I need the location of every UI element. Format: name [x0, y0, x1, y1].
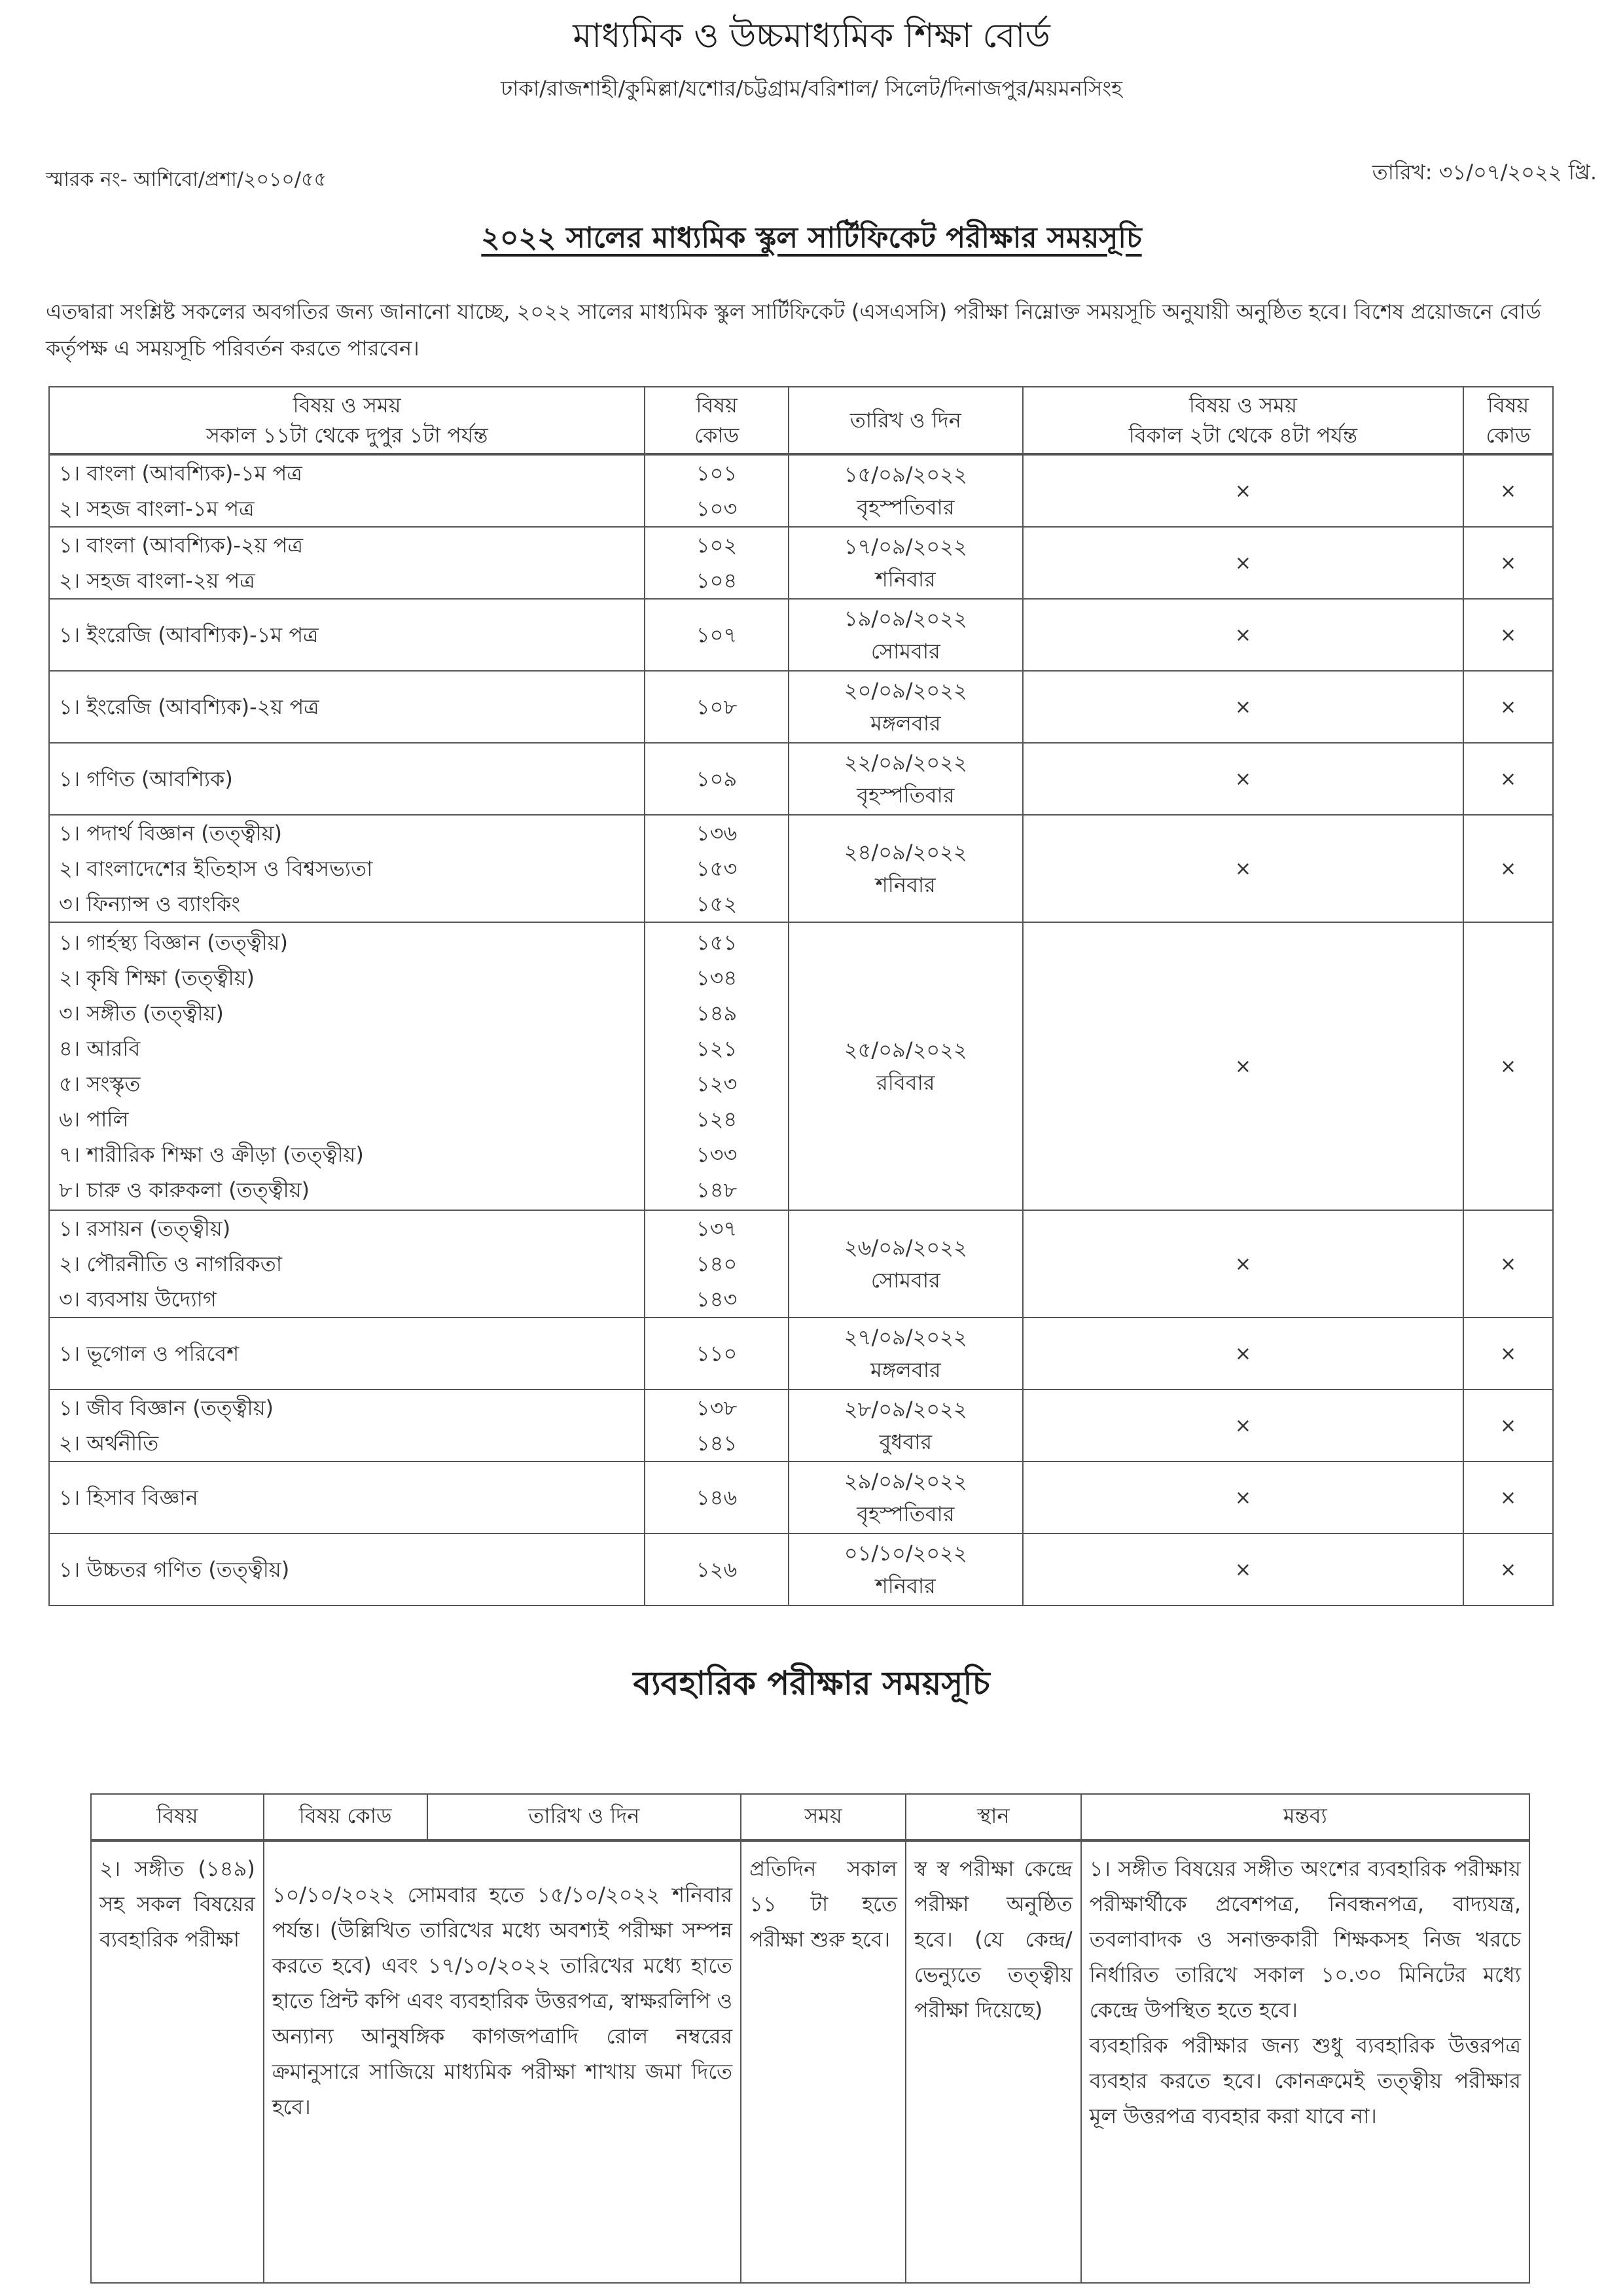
practical-date-text-content: ১০/১০/২০২২ সোমবার হতে ১৫/১০/২০২২ শনিবার পর্যন্ত। (উল্লিখিত তারিখের মধ্যে অবশ্যই পরীক্ষা সম্পন্ন করতে হবে) এবং ১৭/১০/২০২২ তারিখের মধ্যে হাতে হাতে প্রিন্ট কপি এবং ব্যবহারিক উত্তরপত্র, স্বাক্ষরলিপি ও অন্যান্য আনুষঙ্গিক কাগজপত্রাদি রোল নম্বরের ক্রমানুসারে সাজিয়ে মাধ্যমিক পরীক্ষা শাখায় জমা দিতে হবে।	[272, 1882, 733, 2119]
schedule-subjects	[49, 1390, 645, 1462]
subject-name: ৫। সংস্কৃত	[59, 1071, 141, 1096]
afternoon-subject-none: ×	[1023, 527, 1463, 599]
exam-date: ২৪/০৯/২০২২	[844, 840, 967, 865]
schedule-row	[49, 743, 1553, 815]
schedule-row	[49, 671, 1553, 743]
document-title-text: ২০২২ সালের মাধ্যমিক স্কুল সার্টিফিকেট পরীক্ষার সময়সূচি	[481, 221, 1142, 255]
afternoon-code-none: ×	[1463, 743, 1553, 815]
schedule-codes	[645, 527, 789, 599]
subject-code: ১২৬	[696, 1557, 738, 1582]
subject-name: ১। বাংলা (আবশ্যিক)-১ম পত্র	[59, 461, 302, 486]
practical-date-text	[264, 1840, 741, 2283]
schedule-row	[49, 1462, 1553, 1534]
schedule-subjects	[49, 1210, 645, 1318]
subject-code: ১০২	[696, 533, 738, 558]
exam-schedule-table	[48, 386, 1554, 1606]
subject-code: ১৩৩	[696, 1142, 738, 1167]
schedule-row	[49, 1390, 1553, 1462]
exam-day: শনিবার	[875, 872, 936, 897]
header-code-line-1: বিষয়	[696, 393, 738, 418]
schedule-subjects	[49, 815, 645, 922]
schedule-date-day	[789, 922, 1023, 1210]
subject-code: ১০১	[696, 461, 738, 486]
subject-code: ১০৩	[696, 496, 738, 521]
document-title	[0, 216, 1623, 264]
schedule-row	[49, 1534, 1553, 1605]
schedule-row	[49, 815, 1553, 922]
header-practical-date: তারিখ ও দিন	[427, 1794, 741, 1840]
subject-code: ১৫৩	[696, 856, 738, 881]
schedule-codes	[645, 1390, 789, 1462]
afternoon-code-none: ×	[1463, 454, 1553, 527]
practical-time: প্রতিদিন সকাল ১১ টা হতে পরীক্ষা শুরু হবে।	[741, 1840, 906, 2283]
subject-code: ১৩৭	[696, 1216, 738, 1241]
schedule-codes	[645, 815, 789, 922]
exam-day: শনিবার	[875, 567, 936, 592]
board-name: মাধ্যমিক ও উচ্চমাধ্যমিক শিক্ষা বোর্ড	[573, 16, 1050, 56]
subject-code: ১৪১	[696, 1431, 738, 1456]
header-afternoon-subject-label: বিষয় ও সময়	[1188, 393, 1297, 418]
afternoon-subject-none: ×	[1023, 1210, 1463, 1318]
schedule-date-day	[789, 815, 1023, 922]
afternoon-subject-none: ×	[1023, 1390, 1463, 1462]
schedule-row	[49, 527, 1553, 599]
subject-name: ১। জীব বিজ্ঞান (তত্ত্বীয়)	[59, 1395, 274, 1420]
subject-name: ৭। শারীরিক শিক্ষা ও ক্রীড়া (তত্ত্বীয়)	[59, 1142, 364, 1167]
subject-name: ১। রসায়ন (তত্ত্বীয়)	[59, 1216, 231, 1241]
subject-code: ১২৪	[696, 1107, 738, 1132]
afternoon-subject-none: ×	[1023, 1318, 1463, 1390]
afternoon-code-none: ×	[1463, 599, 1553, 671]
header-date-day: তারিখ ও দিন	[789, 387, 1023, 454]
afternoon-subject-none: ×	[1023, 815, 1463, 922]
afternoon-code-none: ×	[1463, 1318, 1553, 1390]
exam-day: বুধবার	[879, 1429, 933, 1454]
practical-venue: স্ব স্ব পরীক্ষা কেন্দ্রে পরীক্ষা অনুষ্ঠিত হবে। (যে কেন্দ্র/ ভেন্যুতে তত্ত্বীয় পরীক্ষা দিয়েছে)	[906, 1840, 1081, 2283]
subject-code: ১০৭	[696, 622, 738, 647]
schedule-row	[49, 1210, 1553, 1318]
schedule-date-day	[789, 599, 1023, 671]
subject-name: ১। ইংরেজি (আবশ্যিক)-২য় পত্র	[59, 694, 319, 719]
practical-remarks-1: ১। সঙ্গীত বিষয়ের সঙ্গীত অংশের ব্যবহারিক পরীক্ষায় পরীক্ষার্থীকে প্রবেশপত্র, নিবন্ধনপত্র, বাদ্যযন্ত্র, তবলাবাদক ও সনাক্তকারী শিক্ষকসহ নিজ খরচে নির্ধারিত তারিখে সকাল ১০.৩০ মিনিটের মধ্যে কেন্দ্রে উপস্থিত হতে হবে।	[1089, 1856, 1521, 2022]
afternoon-code-none: ×	[1463, 1390, 1553, 1462]
subject-code: ১০৮	[696, 694, 738, 719]
subject-name: ৮। চারু ও কারুকলা (তত্ত্বীয়)	[59, 1177, 310, 1202]
afternoon-code-none: ×	[1463, 815, 1553, 922]
schedule-codes	[645, 1534, 789, 1605]
subject-name: ৩। ব্যবসায় উদ্যোগ	[59, 1287, 217, 1312]
exam-date: ১৭/০৯/২০২২	[844, 534, 967, 559]
header-practical-code: বিষয় কোড	[264, 1794, 427, 1840]
header-code-line-2: কোড	[694, 423, 740, 448]
subject-code: ১০৯	[696, 766, 738, 791]
schedule-subjects	[49, 1318, 645, 1390]
afternoon-code-none: ×	[1463, 1462, 1553, 1534]
subject-code: ১২১	[696, 1036, 738, 1061]
subject-name: ২। পৌরনীতি ও নাগরিকতা	[59, 1251, 282, 1276]
subject-name: ১। পদার্থ বিজ্ঞান (তত্ত্বীয়)	[59, 821, 282, 846]
exam-date: ১৯/০৯/২০২২	[844, 606, 967, 631]
exam-day: মঙ্গলবার	[870, 711, 941, 736]
exam-day: সোমবার	[870, 639, 940, 664]
schedule-body	[49, 454, 1553, 1605]
subject-name: ৩। সঙ্গীত (তত্ত্বীয়)	[59, 1001, 224, 1026]
schedule-codes	[645, 1462, 789, 1534]
subject-code: ১৪০	[696, 1251, 738, 1276]
schedule-subjects	[49, 1462, 645, 1534]
schedule-header-row	[49, 387, 1553, 454]
memo-number: স্মারক নং- আশিবো/প্রশা/২০১০/৫৫	[46, 168, 327, 191]
header-acode-line-1: বিষয়	[1487, 393, 1529, 418]
schedule-subjects	[49, 671, 645, 743]
schedule-date-day	[789, 1390, 1023, 1462]
practical-row	[91, 1840, 1529, 2283]
subject-code: ১১০	[696, 1341, 738, 1366]
header-morning-subject-label: বিষয় ও সময়	[293, 393, 401, 418]
schedule-date-day	[789, 671, 1023, 743]
afternoon-subject-none: ×	[1023, 671, 1463, 743]
subject-name: ১। ইংরেজি (আবশ্যিক)-১ম পত্র	[59, 622, 319, 647]
schedule-date-day	[789, 527, 1023, 599]
schedule-codes	[645, 671, 789, 743]
exam-date: ১৫/০৯/২০২২	[844, 462, 967, 487]
schedule-codes	[645, 599, 789, 671]
subject-name: ২। কৃষি শিক্ষা (তত্ত্বীয়)	[59, 965, 255, 990]
subject-code: ১৪৮	[696, 1177, 738, 1202]
practical-remarks-2: ব্যবহারিক পরীক্ষার জন্য শুধু ব্যবহারিক উত্তরপত্র ব্যবহার করতে হবে। কোনক্রমেই তত্ত্বীয় পরীক্ষার মূল উত্তরপত্র ব্যবহার করা যাবে না।	[1089, 2033, 1521, 2128]
subject-name: ৬। পালি	[59, 1107, 129, 1132]
practical-title: ব্যবহারিক পরীক্ষার সময়সূচি	[633, 1664, 990, 1702]
schedule-codes	[645, 743, 789, 815]
schedule-codes	[645, 1210, 789, 1318]
subject-name: ২। সহজ বাংলা-১ম পত্র	[59, 496, 255, 521]
schedule-subjects	[49, 599, 645, 671]
header-acode-line-2: কোড	[1486, 423, 1531, 448]
afternoon-code-none: ×	[1463, 671, 1553, 743]
subject-code: ১৩৬	[696, 821, 738, 846]
subject-name: ১। বাংলা (আবশ্যিক)-২য় পত্র	[59, 533, 304, 558]
schedule-row	[49, 599, 1553, 671]
exam-date: ২৭/০৯/২০২২	[844, 1325, 967, 1350]
exam-date: ২৯/০৯/২০২২	[844, 1469, 967, 1494]
afternoon-subject-none: ×	[1023, 743, 1463, 815]
afternoon-subject-none: ×	[1023, 1534, 1463, 1605]
practical-schedule-table	[90, 1793, 1530, 2284]
header-morning-time-label: সকাল ১১টা থেকে দুপুর ১টা পর্যন্ত	[205, 423, 488, 448]
practical-header-row	[91, 1794, 1529, 1840]
subject-code: ১৫২	[696, 891, 738, 916]
exam-day: মঙ্গলবার	[870, 1357, 941, 1382]
schedule-row	[49, 454, 1553, 527]
exam-day: বৃহস্পতিবার	[857, 1501, 955, 1526]
schedule-date-day	[789, 1210, 1023, 1318]
subject-code: ১২৩	[696, 1071, 738, 1096]
practical-subject: ২। সঙ্গীত (১৪৯) সহ সকল বিষয়ের ব্যবহারিক পরীক্ষা	[91, 1840, 264, 2283]
subject-name: ৩। ফিন্যান্স ও ব্যাংকিং	[59, 891, 241, 916]
subject-code: ১৪৩	[696, 1287, 738, 1312]
header-practical-venue: স্থান	[906, 1794, 1081, 1840]
schedule-subjects	[49, 454, 645, 527]
subject-code: ১৫১	[696, 930, 738, 955]
header-morning-subject	[49, 387, 645, 454]
afternoon-code-none: ×	[1463, 1210, 1553, 1318]
header-afternoon-subject	[1023, 387, 1463, 454]
intro-paragraph: এতদ্বারা সংশ্লিষ্ট সকলের অবগতির জন্য জানানো যাচ্ছে, ২০২২ সালের মাধ্যমিক স্কুল সার্টিফিকেট (এসএসসি) পরীক্ষা নিম্নোক্ত সময়সূচি অনুযায়ী অনুষ্ঠিত হবে। বিশেষ প্রয়োজনে বোর্ড কর্তৃপক্ষ এ সময়সূচি পরিবর্তন করতে পারবেন।	[46, 299, 1541, 361]
afternoon-subject-none: ×	[1023, 1462, 1463, 1534]
subject-name: ৪। আরবি	[59, 1036, 141, 1061]
schedule-row	[49, 1318, 1553, 1390]
schedule-subjects	[49, 743, 645, 815]
boards-list: ঢাকা/রাজশাহী/কুমিল্লা/যশোর/চট্টগ্রাম/বরিশাল/ সিলেট/দিনাজপুর/ময়মনসিংহ	[501, 76, 1122, 101]
subject-name: ১। উচ্চতর গণিত (তত্ত্বীয়)	[59, 1557, 290, 1582]
header-practical-remarks: মন্তব্য	[1081, 1794, 1529, 1840]
exam-day: শনিবার	[875, 1573, 936, 1598]
header-afternoon-time-label: বিকাল ২টা থেকে ৪টা পর্যন্ত	[1128, 423, 1358, 448]
schedule-codes	[645, 454, 789, 527]
schedule-codes	[645, 1318, 789, 1390]
afternoon-subject-none: ×	[1023, 454, 1463, 527]
afternoon-subject-none: ×	[1023, 599, 1463, 671]
exam-date: ২৮/০৯/২০২২	[844, 1397, 967, 1422]
practical-remarks	[1081, 1840, 1529, 2283]
header-practical-time: সময়	[741, 1794, 906, 1840]
subject-code: ১৪৯	[696, 1001, 738, 1026]
exam-date: ২৬/০৯/২০২২	[844, 1235, 967, 1260]
afternoon-subject-none: ×	[1023, 922, 1463, 1210]
subject-name: ১। গার্হস্থ্য বিজ্ঞান (তত্ত্বীয়)	[59, 930, 288, 955]
exam-date: ২২/০৯/২০২২	[844, 750, 967, 775]
schedule-date-day	[789, 1534, 1023, 1605]
schedule-subjects	[49, 527, 645, 599]
exam-date: ২৫/০৯/২০২২	[844, 1037, 967, 1062]
schedule-subjects	[49, 922, 645, 1210]
afternoon-code-none: ×	[1463, 527, 1553, 599]
subject-name: ২। অর্থনীতি	[59, 1431, 159, 1456]
issue-date: তারিখ: ৩১/০৭/২০২২ খ্রি.	[1372, 160, 1597, 185]
exam-day: সোমবার	[870, 1268, 940, 1293]
exam-date: ২০/০৯/২০২২	[844, 678, 967, 703]
subject-code: ১৩৮	[696, 1395, 738, 1420]
schedule-codes	[645, 922, 789, 1210]
subject-name: ২। সহজ বাংলা-২য় পত্র	[59, 568, 255, 593]
subject-name: ১। গণিত (আবশ্যিক)	[59, 766, 233, 791]
schedule-subjects	[49, 1534, 645, 1605]
schedule-date-day	[789, 454, 1023, 527]
header-subject-code	[645, 387, 789, 454]
subject-name: ২। বাংলাদেশের ইতিহাস ও বিশ্বসভ্যতা	[59, 856, 373, 881]
exam-day: রবিবার	[876, 1070, 935, 1095]
exam-day: বৃহস্পতিবার	[857, 783, 955, 808]
exam-day: বৃহস্পতিবার	[857, 495, 955, 520]
schedule-date-day	[789, 1318, 1023, 1390]
subject-name: ১। ভূগোল ও পরিবেশ	[59, 1341, 240, 1366]
subject-code: ১৩৪	[696, 965, 738, 990]
subject-code: ১৪৬	[696, 1485, 738, 1510]
header-practical-subject: বিষয়	[91, 1794, 264, 1840]
subject-name: ১। হিসাব বিজ্ঞান	[59, 1485, 198, 1510]
subject-code: ১০৪	[696, 568, 738, 593]
schedule-row	[49, 922, 1553, 1210]
schedule-date-day	[789, 743, 1023, 815]
schedule-date-day	[789, 1462, 1023, 1534]
exam-date: ০১/১০/২০২২	[844, 1541, 967, 1566]
afternoon-code-none: ×	[1463, 1534, 1553, 1605]
afternoon-code-none: ×	[1463, 922, 1553, 1210]
header-afternoon-code	[1463, 387, 1553, 454]
